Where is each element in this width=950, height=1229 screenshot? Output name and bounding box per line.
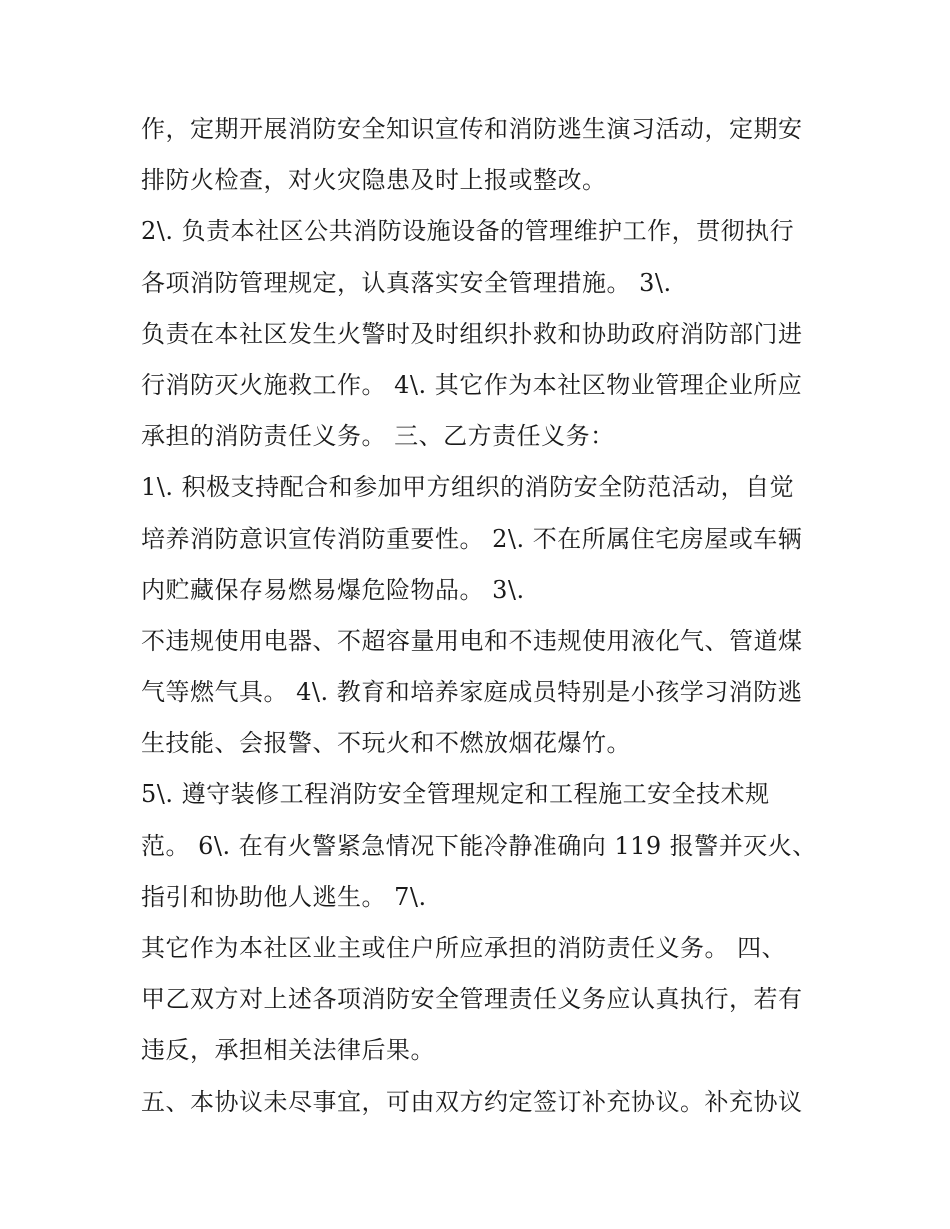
text-line: 五、本协议未尽事宜，可由双方约定签订补充协议。补充协议 [141, 1087, 803, 1116]
text-line: 甲乙双方对上述各项消防安全管理责任义务应认真执行，若有 [141, 985, 803, 1014]
text-line: 范。 6\. 在有火警紧急情况下能冷静准确向 119 报警并灭火、 [141, 831, 817, 860]
text-line: 承担的消防责任义务。 三、乙方责任义务： [141, 422, 615, 451]
text-line: 不违规使用电器、不超容量用电和不违规使用液化气、管道煤 [141, 626, 803, 655]
text-line: 各项消防管理规定，认真落实安全管理措施。 3\. [141, 268, 672, 297]
text-line: 1\. 积极支持配合和参加甲方组织的消防安全防范活动，自觉 [141, 473, 795, 502]
document-body [141, 104, 841, 1128]
text-line: 负责在本社区发生火警时及时组织扑救和协助政府消防部门进 [141, 319, 803, 348]
text-line: 培养消防意识宣传消防重要性。 2\. 不在所属住宅房屋或车辆 [141, 524, 803, 553]
text-line: 排防火检查，对火灾隐患及时上报或整改。 [141, 166, 607, 195]
text-line: 违反，承担相关法律后果。 [141, 1036, 435, 1065]
text-line: 5\. 遵守装修工程消防安全管理规定和工程施工安全技术规 [141, 780, 770, 809]
text-line: 指引和协助他人逃生。 7\. [141, 882, 427, 911]
text-line: 2\. 负责本社区公共消防设施设备的管理维护工作，贯彻执行 [141, 217, 795, 246]
text-line: 生技能、会报警、不玩火和不燃放烟花爆竹。 [141, 729, 631, 758]
text-line: 作，定期开展消防安全知识宣传和消防逃生演习活动，定期安 [141, 115, 803, 143]
text-line: 行消防灭火施救工作。 4\. 其它作为本社区物业管理企业所应 [141, 370, 803, 399]
text-line: 气等燃气具。 4\. 教育和培养家庭成员特别是小孩学习消防逃 [141, 678, 803, 707]
text-line: 内贮藏保存易燃易爆危险物品。 3\. [141, 575, 525, 604]
text-line: 其它作为本社区业主或住户所应承担的消防责任义务。 四、 [141, 934, 787, 962]
